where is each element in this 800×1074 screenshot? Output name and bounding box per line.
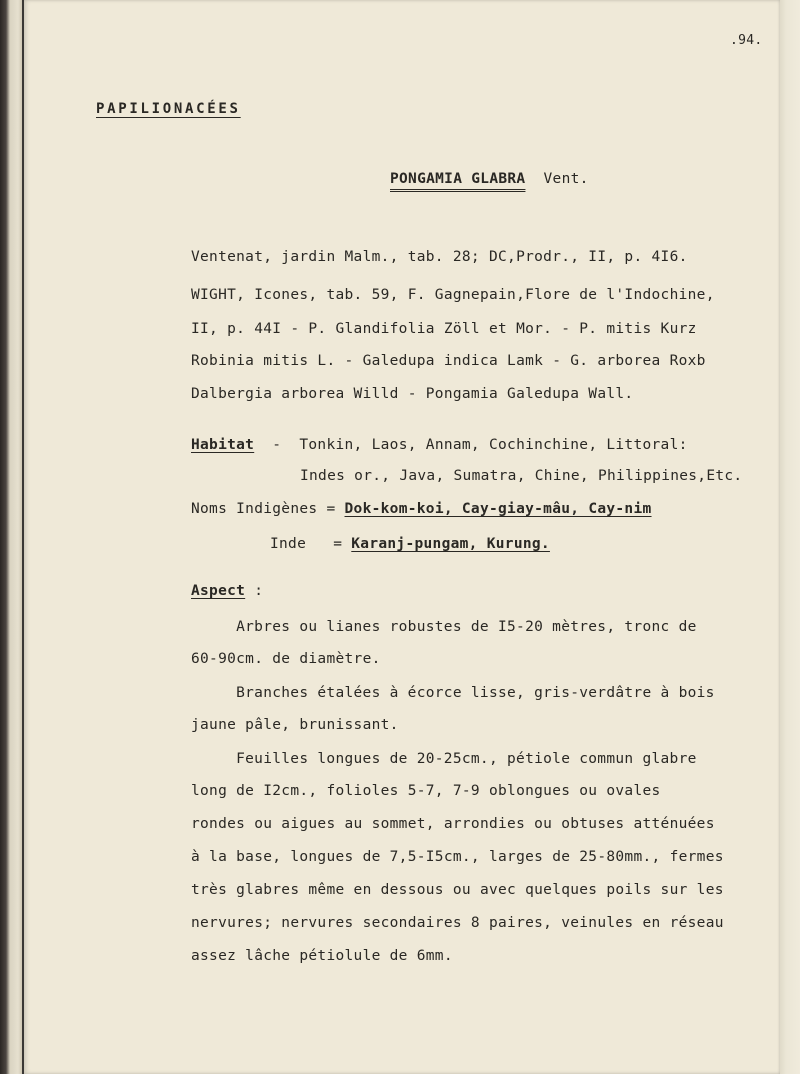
reference-line: WIGHT, Icones, tab. 59, F. Gagnepain,Flore de l'Indochine, — [191, 287, 715, 303]
aspect-heading — [191, 582, 263, 600]
aspect-colon: : — [245, 583, 264, 599]
reference-line: Ventenat, jardin Malm., tab. 28; DC,Prodr., II, p. 4I6. — [191, 249, 688, 265]
aspect-line: Feuilles longues de 20-25cm., pétiole commun glabre — [200, 751, 697, 767]
right-page-edge — [778, 0, 800, 1074]
inde-names-line — [270, 535, 550, 553]
family-heading: PAPILIONACÉES — [96, 101, 241, 117]
species-author: Vent. — [543, 171, 589, 187]
aspect-line: Arbres ou lianes robustes de I5-20 mètres, tronc de — [200, 619, 697, 635]
aspect-line: très glabres même en dessous ou avec quelques poils sur les — [191, 882, 724, 898]
vernacular-names: Dok-kom-koi, Cay-giay-mâu, Cay-nim — [344, 501, 652, 517]
reference-line: Robinia mitis L. - Galedupa indica Lamk - G. arborea Roxb — [191, 353, 706, 369]
equals-sign: = — [306, 536, 352, 552]
page-number: .94. — [730, 33, 763, 48]
reference-line: II, p. 44I - P. Glandifolia Zöll et Mor. - P. mitis Kurz — [191, 321, 697, 337]
aspect-line: 60-90cm. de diamètre. — [191, 651, 381, 667]
aspect-line: rondes ou aigues au sommet, arrondies ou obtuses atténuées — [191, 816, 715, 832]
habitat-line — [191, 436, 688, 454]
aspect-line: jaune pâle, brunissant. — [191, 717, 399, 733]
aspect-line: Branches étalées à écorce lisse, gris-verdâtre à bois — [200, 685, 715, 701]
species-title — [390, 170, 589, 188]
inde-names: Karanj-pungam, Kurung. — [351, 536, 550, 552]
habitat-label: Habitat — [191, 437, 255, 453]
species-name: PONGAMIA GLABRA — [390, 171, 526, 187]
aspect-label: Aspect — [191, 583, 246, 599]
equals-sign: = — [317, 501, 345, 517]
inde-label: Inde — [270, 536, 307, 552]
reference-line: Dalbergia arborea Willd - Pongamia Galedupa Wall. — [191, 386, 634, 402]
aspect-line: assez lâche pétiolule de 6mm. — [191, 948, 453, 964]
document-page — [24, 0, 780, 1074]
habitat-regions-continued: Indes or., Java, Sumatra, Chine, Philippines,Etc. — [300, 468, 743, 484]
aspect-line: nervures; nervures secondaires 8 paires, veinules en réseau — [191, 915, 724, 931]
habitat-regions: - Tonkin, Laos, Annam, Cochinchine, Littoral: — [254, 437, 688, 453]
vernacular-label: Noms Indigènes — [191, 501, 318, 517]
aspect-line: long de I2cm., folioles 5-7, 7-9 oblongues ou ovales — [191, 783, 661, 799]
left-page-binding — [0, 0, 22, 1074]
aspect-line: à la base, longues de 7,5-I5cm., larges de 25-80mm., fermes — [191, 849, 724, 865]
vernacular-names-line — [191, 500, 652, 518]
